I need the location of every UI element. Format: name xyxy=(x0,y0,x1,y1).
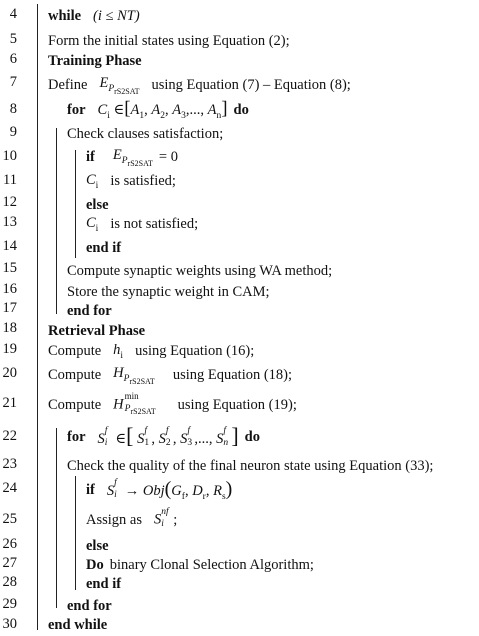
end-if-keyword-2: end if xyxy=(86,575,122,592)
end-while-keyword: end while xyxy=(48,616,108,633)
line-9-text: Check clauses satisfaction; xyxy=(67,125,224,142)
line-16-text: Store the synaptic weight in CAM; xyxy=(67,283,270,300)
line-8 xyxy=(67,97,249,123)
assign-label: Assign as xyxy=(86,511,142,528)
if-keyword: if xyxy=(86,148,95,165)
line-7 xyxy=(48,72,351,98)
line-number: 21 xyxy=(2,395,17,411)
line-19-text: using Equation (16); xyxy=(135,342,255,359)
line-number: 12 xyxy=(2,194,17,210)
hamiltonian-symbol: $H_{P_{rS2SAT}}$ xyxy=(113,364,155,386)
line-number: 9 xyxy=(9,124,17,140)
objective-condition: S f i → $Obj(G_f$, $D_r$, $R_s$) xyxy=(106,477,233,502)
line-number: 20 xyxy=(2,365,17,381)
line-6 xyxy=(48,50,142,72)
line-20-text: using Equation (18); xyxy=(172,366,293,383)
line-21-text: using Equation (19); xyxy=(177,396,297,413)
compute-label: Compute xyxy=(48,342,102,359)
hamiltonian-min-symbol: H min $P_{rS2SAT}$ xyxy=(113,391,156,416)
line-number: 8 xyxy=(9,101,17,117)
line-11-text: is satisfied; xyxy=(110,172,176,189)
line-4 xyxy=(48,4,140,28)
training-phase-heading: Training Phase xyxy=(48,52,142,69)
line-number: 27 xyxy=(2,555,17,571)
do-keyword: do xyxy=(233,101,249,118)
clause-set-expression: $C_i$ $\in[A_1$, $A_2$, $A_3$,..., $A_n$] xyxy=(97,98,228,121)
line-number: 19 xyxy=(2,341,17,357)
line-10-eq: = 0 xyxy=(158,148,178,165)
line-number: 15 xyxy=(2,260,17,276)
line-30 xyxy=(48,614,107,636)
line-24 xyxy=(86,476,232,504)
if2-block-bar xyxy=(75,476,76,590)
line-number: 25 xyxy=(2,511,17,527)
line-9 xyxy=(67,122,223,146)
line-25: Assign as S nf i ; xyxy=(86,507,178,529)
line-number: 16 xyxy=(2,281,17,297)
line-27-text: binary Clonal Selection Algorithm; xyxy=(109,556,314,573)
energy-symbol-2: $E_{P_{rS2SAT}}$ xyxy=(112,146,153,168)
if-keyword-2: if xyxy=(86,481,95,498)
line-number: 18 xyxy=(2,320,17,336)
for-keyword-2: for xyxy=(67,428,86,445)
line-14 xyxy=(86,236,121,260)
line-number: 22 xyxy=(2,428,17,444)
line-11: $C_i$ is satisfied; xyxy=(86,171,176,191)
for-block-bar xyxy=(56,128,57,314)
define-label: Define xyxy=(48,76,88,93)
for2-block-bar xyxy=(56,428,57,608)
while-condition: (i ≤ NT) xyxy=(93,7,140,24)
line-19: Compute $h_i$ using Equation (16); xyxy=(48,341,255,361)
do-keyword-3: Do xyxy=(86,556,104,573)
line-number: 23 xyxy=(2,456,17,472)
line-21: Compute H min $P_{rS2SAT}$ using Equation (19); xyxy=(48,391,297,416)
line-28 xyxy=(86,573,121,595)
line-23 xyxy=(67,454,433,478)
line-number: 13 xyxy=(2,214,17,230)
line-13-text: is not satisfied; xyxy=(110,215,199,232)
while-keyword: while xyxy=(48,7,82,24)
line-number: 29 xyxy=(2,596,17,612)
line-number: 30 xyxy=(2,616,17,632)
retrieval-phase-heading: Retrieval Phase xyxy=(48,322,146,339)
line-23-text: Check the quality of the final neuron state using Equation (33); xyxy=(67,457,434,474)
end-for-keyword-2: end for xyxy=(67,597,112,614)
line-15-text: Compute synaptic weights using WA method; xyxy=(67,262,333,279)
line-number: 6 xyxy=(9,51,17,67)
line-number: 26 xyxy=(2,536,17,552)
line-5-text: Form the initial states using Equation (2); xyxy=(48,32,290,49)
end-if-keyword: end if xyxy=(86,239,122,256)
else-keyword: else xyxy=(86,196,109,213)
if-block-bar xyxy=(75,150,76,258)
while-block-bar xyxy=(37,4,38,630)
line-20: Compute $H_{P_{rS2SAT}}$ using Equation (18); xyxy=(48,364,293,386)
line-number: 10 xyxy=(2,148,17,164)
line-number: 4 xyxy=(9,6,17,22)
line-10 xyxy=(86,144,178,170)
line-7-text: using Equation (7) – Equation (8); xyxy=(151,76,351,93)
line-13: $C_i$ is not satisfied; xyxy=(86,214,199,234)
line-number: 17 xyxy=(2,300,17,316)
line-number: 24 xyxy=(2,480,17,496)
else-keyword-2: else xyxy=(86,537,109,554)
line-number: 11 xyxy=(3,172,17,188)
state-set-expression: S f i ∈[ S f 1 , S f 2 , S f 3 ,..., S f n ] xyxy=(97,422,239,449)
energy-symbol: $E_{P_{rS2SAT}}$ xyxy=(99,74,140,96)
line-number: 5 xyxy=(9,31,17,47)
line-22 xyxy=(67,423,260,451)
for-keyword: for xyxy=(67,101,86,118)
end-for-keyword: end for xyxy=(67,302,112,319)
line-number: 7 xyxy=(9,74,17,90)
line-number: 28 xyxy=(2,574,17,590)
line-number: 14 xyxy=(2,238,17,254)
do-keyword-2: do xyxy=(244,428,260,445)
